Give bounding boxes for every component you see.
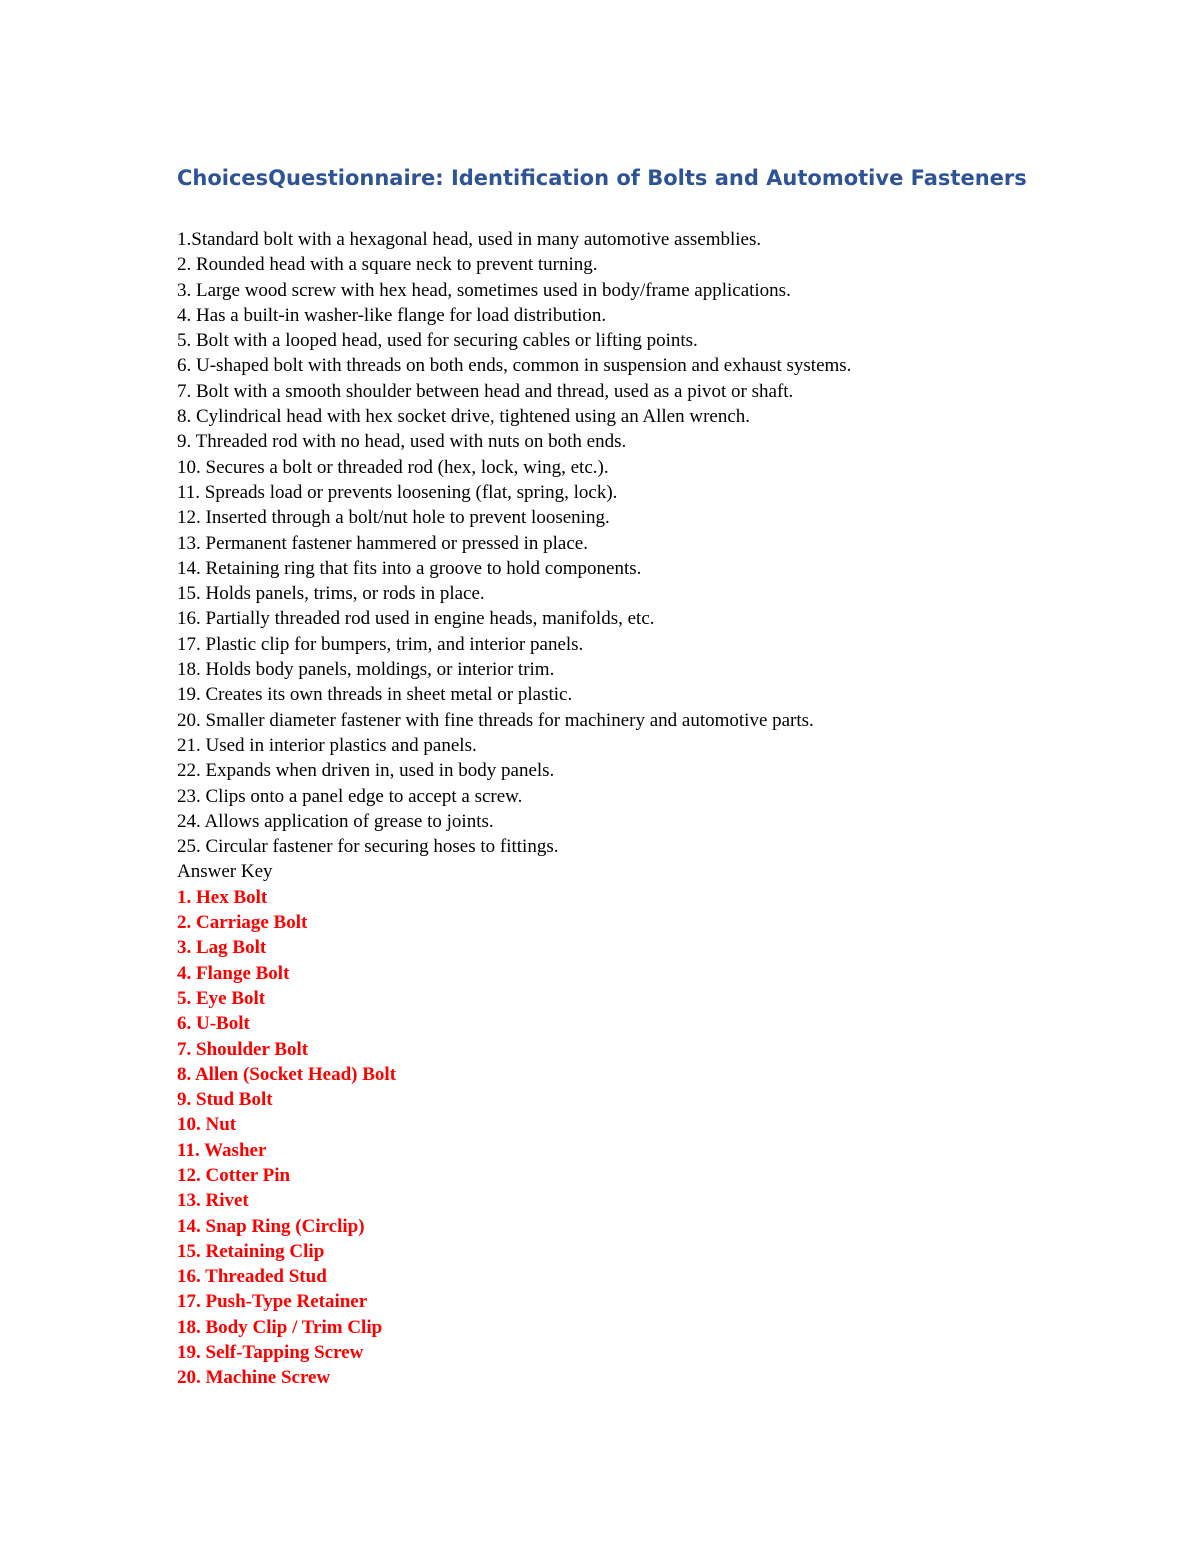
- question-item: 15. Holds panels, trims, or rods in place.: [177, 583, 485, 605]
- question-item: 17. Plastic clip for bumpers, trim, and interior panels.: [177, 633, 584, 655]
- answer-item: 11. Washer: [177, 1139, 267, 1161]
- question-item: 24. Allows application of grease to joints.: [177, 810, 494, 832]
- answer-item: 15. Retaining Clip: [177, 1240, 325, 1262]
- answer-item: 12. Cotter Pin: [177, 1164, 291, 1186]
- answer-item: 7. Shoulder Bolt: [177, 1038, 309, 1060]
- answer-item: 17. Push-Type Retainer: [177, 1291, 368, 1313]
- question-item: 19. Creates its own threads in sheet metal or plastic.: [177, 684, 573, 706]
- question-item: 7. Bolt with a smooth shoulder between head and thread, used as a pivot or shaft.: [177, 380, 794, 402]
- question-item: 5. Bolt with a looped head, used for securing cables or lifting points.: [177, 330, 698, 352]
- answer-item: 19. Self-Tapping Screw: [177, 1342, 364, 1364]
- question-item: 21. Used in interior plastics and panels.: [177, 734, 477, 756]
- question-item: 10. Secures a bolt or threaded rod (hex, lock, wing, etc.).: [177, 456, 609, 478]
- question-item: 23. Clips onto a panel edge to accept a screw.: [177, 785, 523, 807]
- answer-item: 14. Snap Ring (Circlip): [177, 1215, 365, 1237]
- question-item: 18. Holds body panels, moldings, or interior trim.: [177, 659, 555, 681]
- question-item: 6. U-shaped bolt with threads on both ends, common in suspension and exhaust systems.: [177, 355, 852, 377]
- answer-item: 4. Flange Bolt: [177, 962, 290, 984]
- answer-item: 3. Lag Bolt: [177, 937, 267, 959]
- question-item: 8. Cylindrical head with hex socket drive, tightened using an Allen wrench.: [177, 406, 751, 428]
- question-item: 2. Rounded head with a square neck to prevent turning.: [177, 254, 598, 276]
- question-item: 14. Retaining ring that fits into a groove to hold components.: [177, 557, 642, 579]
- question-item: 22. Expands when driven in, used in body panels.: [177, 760, 555, 782]
- question-list: [177, 227, 1157, 859]
- answer-item: 10. Nut: [177, 1114, 237, 1136]
- question-item: 3. Large wood screw with hex head, sometimes used in body/frame applications.: [177, 279, 791, 301]
- answer-list: [177, 885, 1157, 1391]
- question-item: 9. Threaded rod with no head, used with nuts on both ends.: [177, 431, 627, 453]
- answer-item: 2. Carriage Bolt: [177, 912, 308, 934]
- question-item: 11. Spreads load or prevents loosening (flat, spring, lock).: [177, 481, 618, 503]
- question-item: 1.Standard bolt with a hexagonal head, used in many automotive assemblies.: [177, 229, 762, 250]
- document-body: [177, 227, 1157, 1391]
- answer-item: 6. U-Bolt: [177, 1013, 250, 1035]
- question-item: 12. Inserted through a bolt/nut hole to prevent loosening.: [177, 507, 610, 529]
- question-item: 4. Has a built-in washer-like flange for load distribution.: [177, 304, 607, 326]
- answer-item: 9. Stud Bolt: [177, 1089, 273, 1111]
- answer-item: 16. Threaded Stud: [177, 1266, 327, 1288]
- answer-item: 1. Hex Bolt: [177, 886, 268, 908]
- answer-item: 13. Rivet: [177, 1190, 249, 1212]
- question-item: 16. Partially threaded rod used in engine heads, manifolds, etc.: [177, 608, 655, 630]
- answer-item: 18. Body Clip / Trim Clip: [177, 1316, 383, 1338]
- page-title: ChoicesQuestionnaire: Identification of Bolts and Automotive Fasteners: [177, 166, 1027, 190]
- question-item: 13. Permanent fastener hammered or pressed in place.: [177, 532, 588, 554]
- answer-item: 20. Machine Screw: [177, 1367, 331, 1389]
- question-item: 20. Smaller diameter fastener with fine threads for machinery and automotive parts.: [177, 709, 814, 731]
- answer-key-heading: Answer Key: [177, 861, 273, 883]
- answer-item: 8. Allen (Socket Head) Bolt: [177, 1063, 397, 1085]
- answer-item: 5. Eye Bolt: [177, 987, 266, 1009]
- question-item: 25. Circular fastener for securing hoses to fittings.: [177, 836, 559, 858]
